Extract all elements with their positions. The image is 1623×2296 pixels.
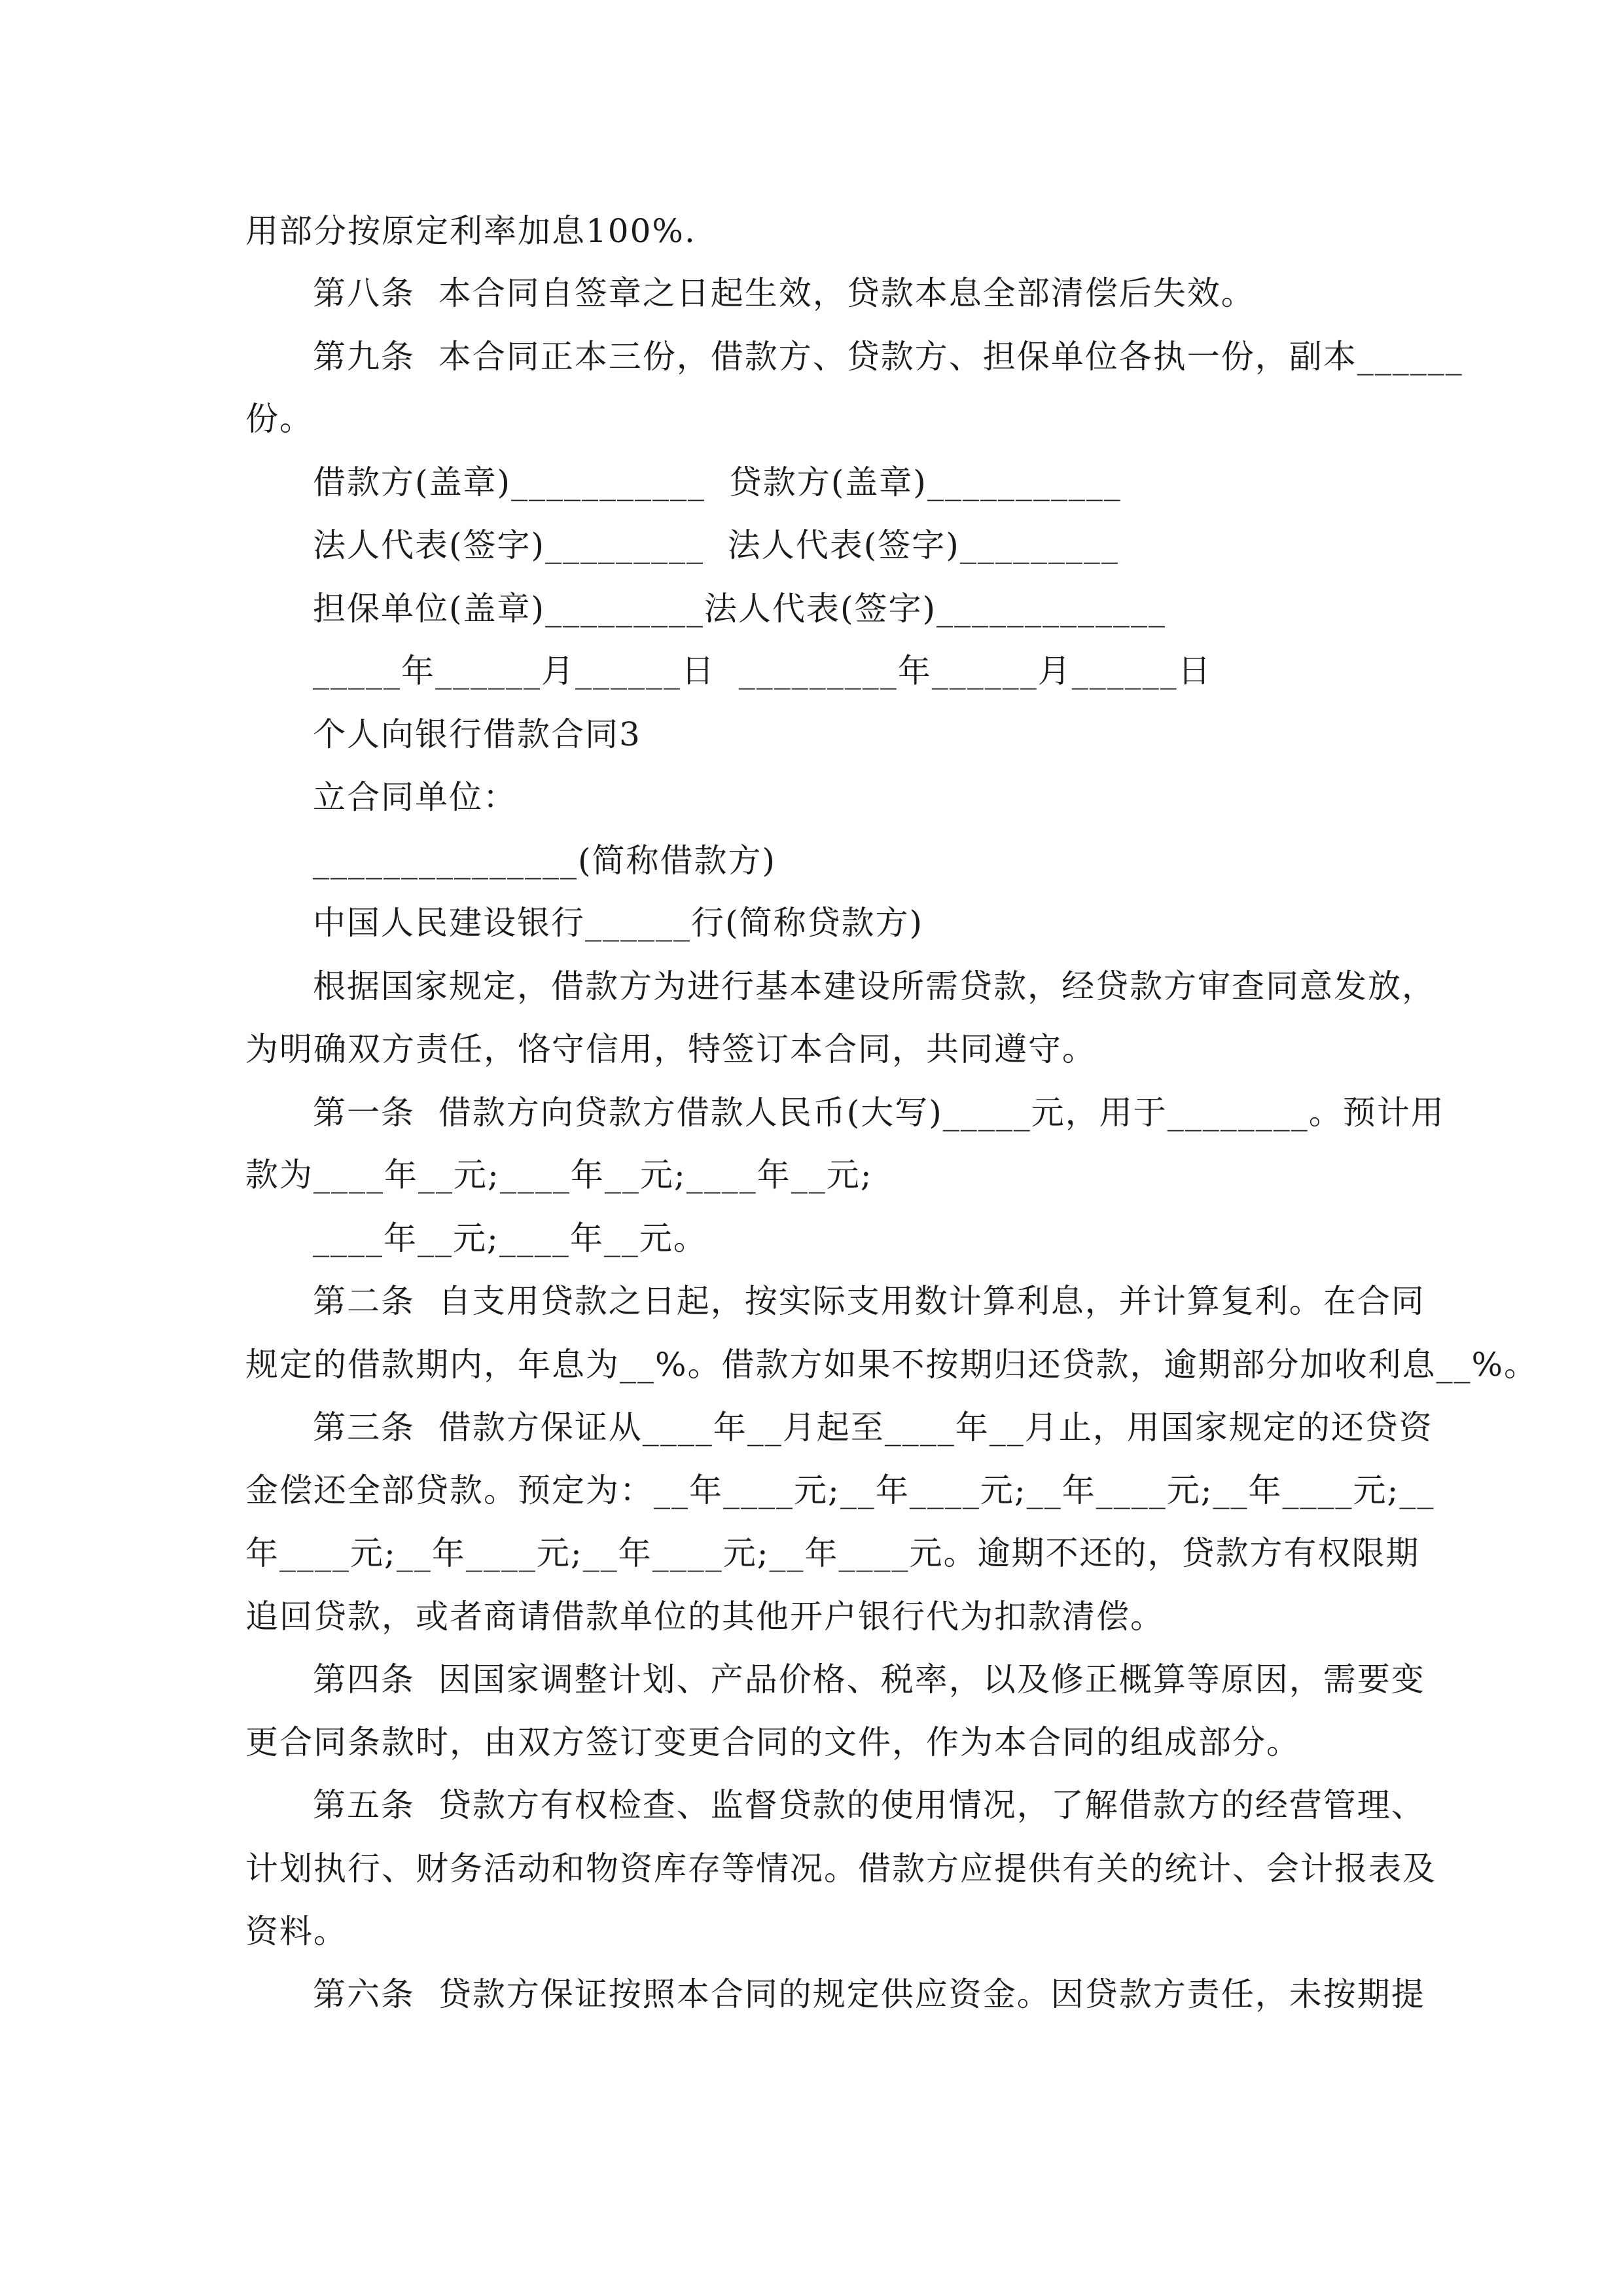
signature-borrower-lender: 借款方(盖章)___________ 贷款方(盖章)___________ [313, 463, 1122, 501]
article-8: 第八条 本合同自签章之日起生效，贷款本息全部清偿后失效。 [313, 274, 1255, 312]
article-1: 第一条 借款方向贷款方借款人民币(大写)_____元，用于________。预计用 [313, 1094, 1445, 1132]
lender-line: 中国人民建设银行______行(简称贷款方) [313, 904, 924, 942]
article-4: 第四条 因国家调整计划、产品价格、税率，以及修正概算等原因，需要变 [313, 1660, 1425, 1698]
borrower-line: _______________(简称借款方) [313, 842, 777, 880]
article-9: 第九条 本合同正本三份，借款方、贷款方、担保单位各执一份，副本______ [313, 338, 1463, 376]
article-6: 第六条 贷款方保证按照本合同的规定供应资金。因贷款方责任，未按期提 [313, 1975, 1425, 2013]
signature-legal-reps: 法人代表(签字)_________ 法人代表(签字)_________ [313, 526, 1119, 564]
preamble: 根据国家规定，借款方为进行基本建设所需贷款，经贷款方审查同意发放， [313, 967, 1436, 1005]
paragraph-line: ____年__元;____年__元。 [313, 1219, 707, 1257]
paragraph-line: 份。 [245, 400, 313, 438]
contract-parties-label: 立合同单位： [313, 778, 517, 816]
paragraph-line: 资料。 [245, 1912, 348, 1950]
paragraph-line: 为明确双方责任，恪守信用，特签订本合同，共同遵守。 [245, 1030, 1096, 1068]
signature-dates: _____年______月______日 _________年______月______日 [313, 652, 1212, 690]
paragraph-line: 金偿还全部贷款。预定为：__年____元;__年____元;__年____元;__年____元;__ [245, 1471, 1435, 1509]
paragraph-line: 追回贷款，或者商请借款单位的其他开户银行代为扣款清偿。 [245, 1598, 1164, 1636]
signature-guarantor: 担保单位(盖章)_________法人代表(签字)_____________ [313, 590, 1167, 628]
paragraph-line: 计划执行、财务活动和物资库存等情况。借款方应提供有关的统计、会计报表及 [245, 1850, 1436, 1888]
article-5: 第五条 贷款方有权检查、监督贷款的使用情况，了解借款方的经营管理、 [313, 1786, 1425, 1824]
paragraph-line: 更合同条款时，由双方签订变更合同的文件，作为本合同的组成部分。 [245, 1723, 1300, 1761]
article-2: 第二条 自支用贷款之日起，按实际支用数计算利息，并计算复利。在合同 [313, 1282, 1425, 1320]
article-3: 第三条 借款方保证从____年__月起至____年__月止，用国家规定的还贷资 [313, 1408, 1433, 1446]
paragraph-line: 规定的借款期内，年息为__%。借款方如果不按期归还贷款，逾期部分加收利息__%。 [245, 1346, 1539, 1384]
paragraph-line: 款为____年__元;____年__元;____年__元; [245, 1156, 873, 1194]
paragraph-line: 年____元;__年____元;__年____元;__年____元。逾期不还的，贷款方有权限期 [245, 1534, 1420, 1572]
contract-title: 个人向银行借款合同3 [313, 715, 641, 753]
paragraph-line: 用部分按原定利率加息100%. [245, 212, 696, 250]
